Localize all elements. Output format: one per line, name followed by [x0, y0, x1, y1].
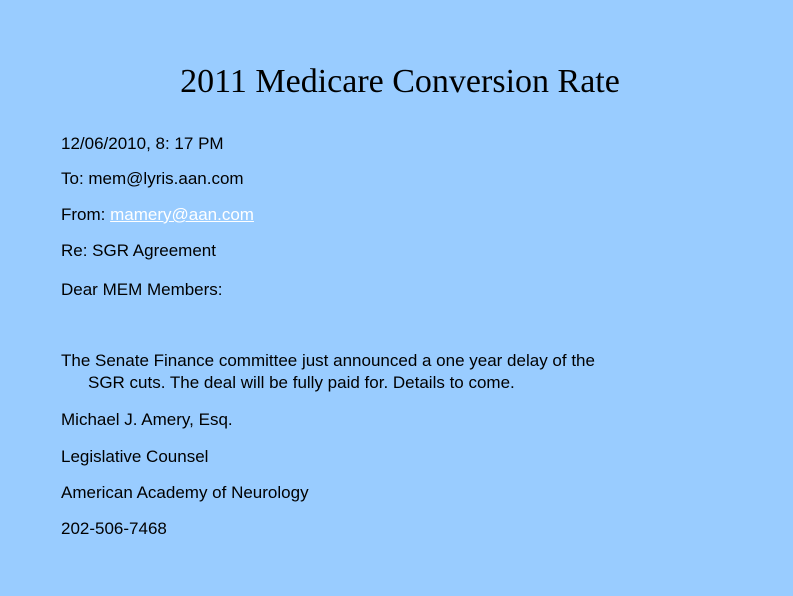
- email-subject: Re: SGR Agreement: [61, 241, 216, 260]
- email-datetime: 12/06/2010, 8: 17 PM: [61, 134, 224, 153]
- email-salutation: Dear MEM Members:: [61, 280, 223, 299]
- email-body-line-2: SGR cuts. The deal will be fully paid for. Details to come.: [88, 373, 515, 392]
- email-from-line: [61, 205, 254, 225]
- email-from-link[interactable]: mamery@aan.com: [110, 205, 254, 224]
- signature-name: Michael J. Amery, Esq.: [61, 410, 233, 429]
- slide-title: 2011 Medicare Conversion Rate: [180, 63, 620, 100]
- signature-organization: American Academy of Neurology: [61, 483, 309, 502]
- signature-phone: 202-506-7468: [61, 519, 167, 538]
- email-to: To: mem@lyris.aan.com: [61, 169, 244, 188]
- email-body-line-1: The Senate Finance committee just announced a one year delay of the: [61, 351, 595, 370]
- signature-title: Legislative Counsel: [61, 447, 209, 466]
- email-from-label: From:: [61, 205, 111, 224]
